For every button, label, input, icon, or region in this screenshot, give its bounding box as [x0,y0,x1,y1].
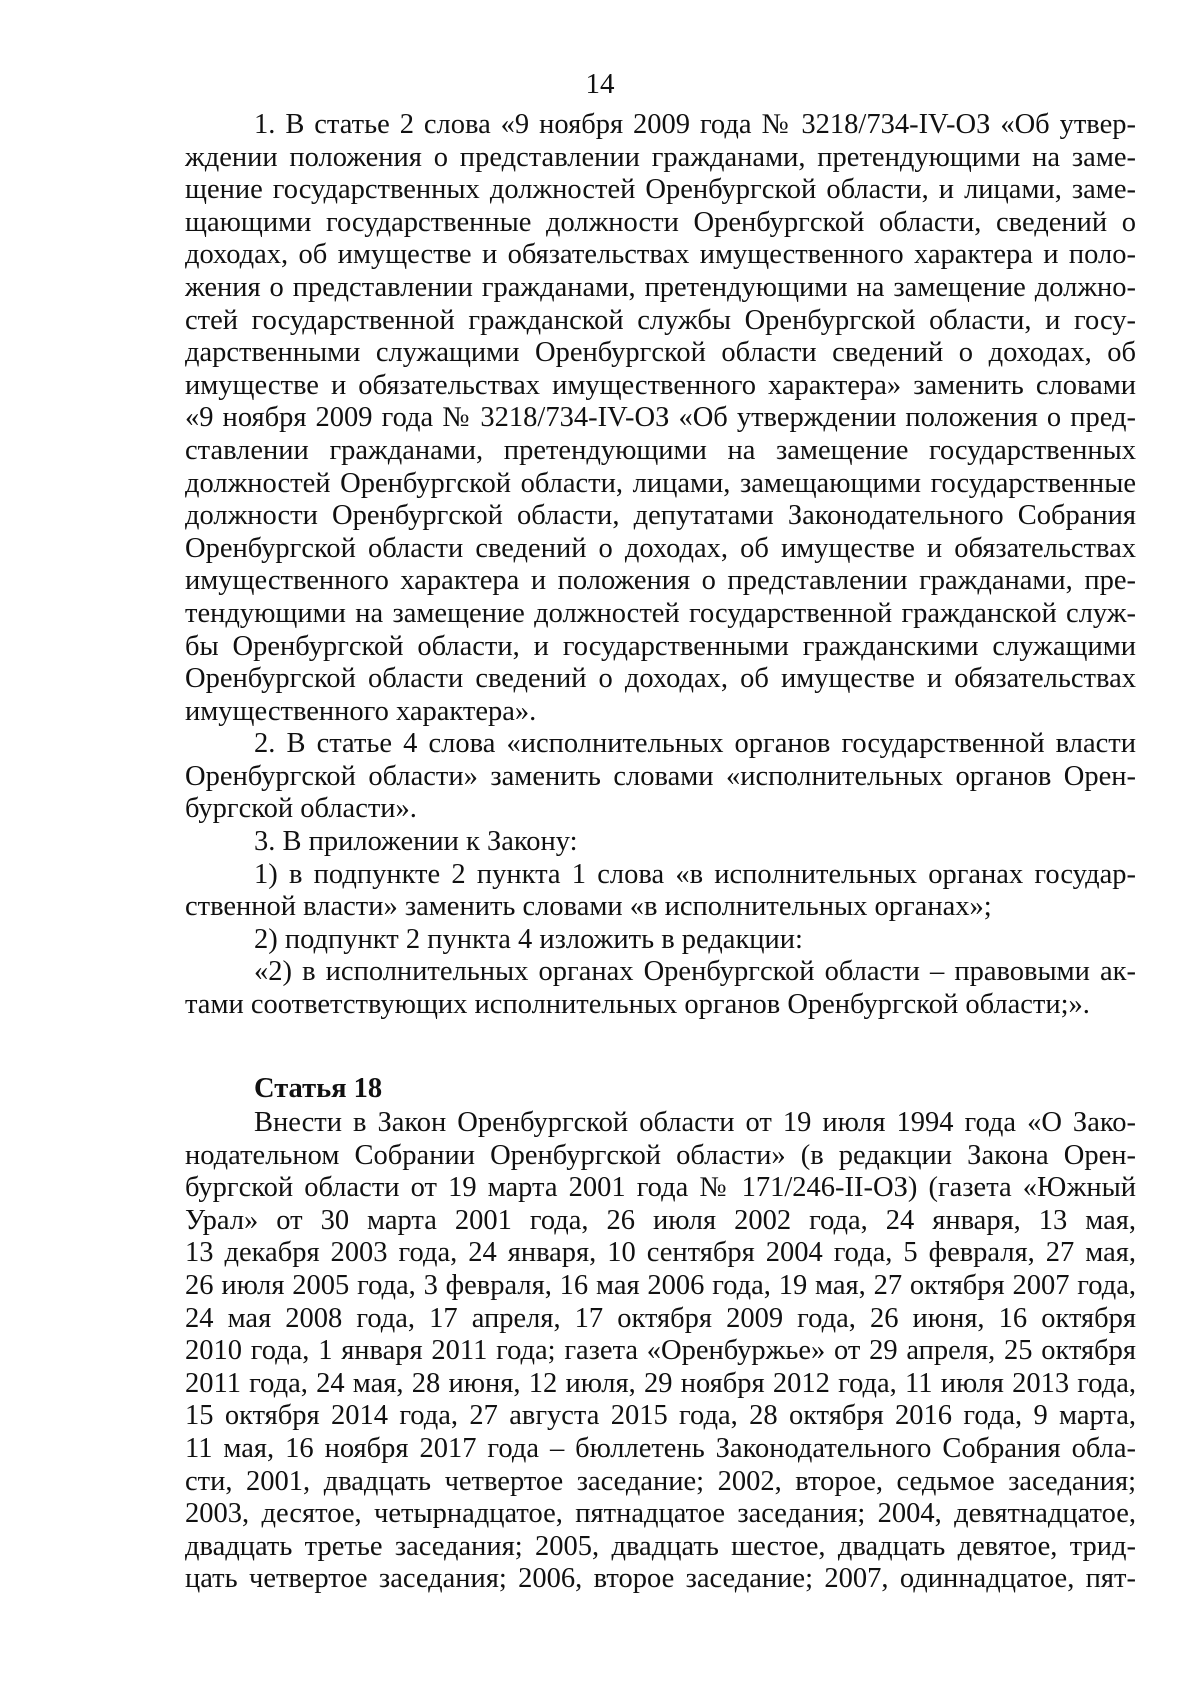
paragraph-line: 24 мая 2008 года, 17 апреля, 17 октября 2009 года, 26 июня, 16 октября [185,1302,1136,1334]
paragraph-line: 2010 года, 1 января 2011 года; газета «Оренбуржье» от 29 апреля, 25 октября [185,1335,1136,1367]
paragraph-line: 2) подпункт 2 пункта 4 изложить в редакции: [254,923,803,955]
paragraph-line: Оренбургской области» заменить словами «исполнительных органов Орен- [185,760,1136,792]
paragraph-line: двадцать третье заседания; 2005, двадцать шестое, двадцать девятое, трид- [185,1530,1136,1562]
paragraph-line: стей государственной гражданской службы Оренбургской области, и госу- [185,304,1136,336]
paragraph-line: ственной власти» заменить словами «в исполнительных органах»; [185,891,992,923]
paragraph-line: цать четвертое заседания; 2006, второе заседание; 2007, одиннадцатое, пят- [185,1563,1136,1595]
paragraph-line: ждении положения о представлении гражданами, претендующими на заме- [185,141,1136,173]
paragraph-line: «9 ноября 2009 года № 3218/734-IV-ОЗ «Об утверждении положения о пред- [185,402,1136,434]
paragraph-line: 26 июля 2005 года, 3 февраля, 16 мая 2006 года, 19 мая, 27 октября 2007 года, [185,1269,1136,1301]
paragraph-line: имущественного характера и положения о представлении гражданами, пре- [185,565,1136,597]
paragraph-line: «2) в исполнительных органах Оренбургской области – правовыми ак- [254,956,1136,988]
paragraph-line: доходах, об имуществе и обязательствах имущественного характера и поло- [185,239,1136,271]
paragraph-line: бургской области». [185,793,417,825]
paragraph-line: 15 октября 2014 года, 27 августа 2015 года, 28 октября 2016 года, 9 марта, [185,1400,1136,1432]
paragraph-line: имуществе и обязательствах имущественного характера» заменить словами [185,369,1136,401]
paragraph-line: ставлении гражданами, претендующими на замещение государственных [185,434,1136,466]
paragraph-line: 2003, десятое, четырнадцатое, пятнадцатое заседания; 2004, девятнадцатое, [185,1498,1136,1530]
paragraph-line: Урал» от 30 марта 2001 года, 26 июля 2002 года, 24 января, 13 мая, [185,1204,1136,1236]
paragraph-line: дарственными служащими Оренбургской области сведений о доходах, об [185,337,1136,369]
page-number: 14 [585,68,615,100]
paragraph-line: тендующими на замещение должностей государственной гражданской служ- [185,597,1136,629]
paragraph-line: 3. В приложении к Закону: [254,826,578,858]
article-heading: Статья 18 [254,1073,383,1104]
paragraph-line: Оренбургской области сведений о доходах, об имуществе и обязательствах [185,532,1136,564]
paragraph-line: должностей Оренбургской области, лицами, замещающими государственные [185,467,1136,499]
paragraph-line: Внести в Закон Оренбургской области от 19 июля 1994 года «О Зако- [254,1107,1136,1138]
paragraph-line: 13 декабря 2003 года, 24 января, 10 сентября 2004 года, 5 февраля, 27 мая, [185,1237,1136,1269]
paragraph-line: бы Оренбургской области, и государственными гражданскими служащими [185,630,1136,662]
paragraph-line: жения о представлении гражданами, претендующими на замещение должно- [185,271,1136,303]
paragraph-line: 11 мая, 16 ноября 2017 года – бюллетень Законодательного Собрания обла- [185,1432,1136,1464]
amendments-section [185,109,1136,1022]
article-18-body [185,1107,1136,1596]
paragraph-line: 2. В статье 4 слова «исполнительных органов государственной власти [254,728,1136,760]
paragraph-line: 2011 года, 24 мая, 28 июня, 12 июля, 29 ноября 2012 года, 11 июля 2013 года, [185,1367,1136,1399]
paragraph-line: 1) в подпункте 2 пункта 1 слова «в исполнительных органах государ- [254,858,1136,890]
paragraph-line: щение государственных должностей Оренбургской области, и лицами, заме- [185,174,1136,206]
paragraph-line: имущественного характера». [185,695,537,727]
paragraph-line: нодательном Собрании Оренбургской области» (в редакции Закона Орен- [185,1139,1136,1171]
paragraph-line: бургской области от 19 марта 2001 года № 171/246-II-ОЗ) (газета «Южный [185,1172,1136,1204]
paragraph-line: Оренбургской области сведений о доходах, об имуществе и обязательствах [185,663,1136,695]
paragraph-line: 1. В статье 2 слова «9 ноября 2009 года № 3218/734-IV-ОЗ «Об утвер- [254,109,1136,140]
paragraph-line: должности Оренбургской области, депутатами Законодательного Собрания [185,500,1136,532]
paragraph-line: сти, 2001, двадцать четвертое заседание; 2002, второе, седьмое заседания; [185,1465,1136,1497]
paragraph-line: щающими государственные должности Оренбургской области, сведений о [185,206,1136,238]
paragraph-line: тами соответствующих исполнительных органов Оренбургской области;». [185,989,1090,1021]
